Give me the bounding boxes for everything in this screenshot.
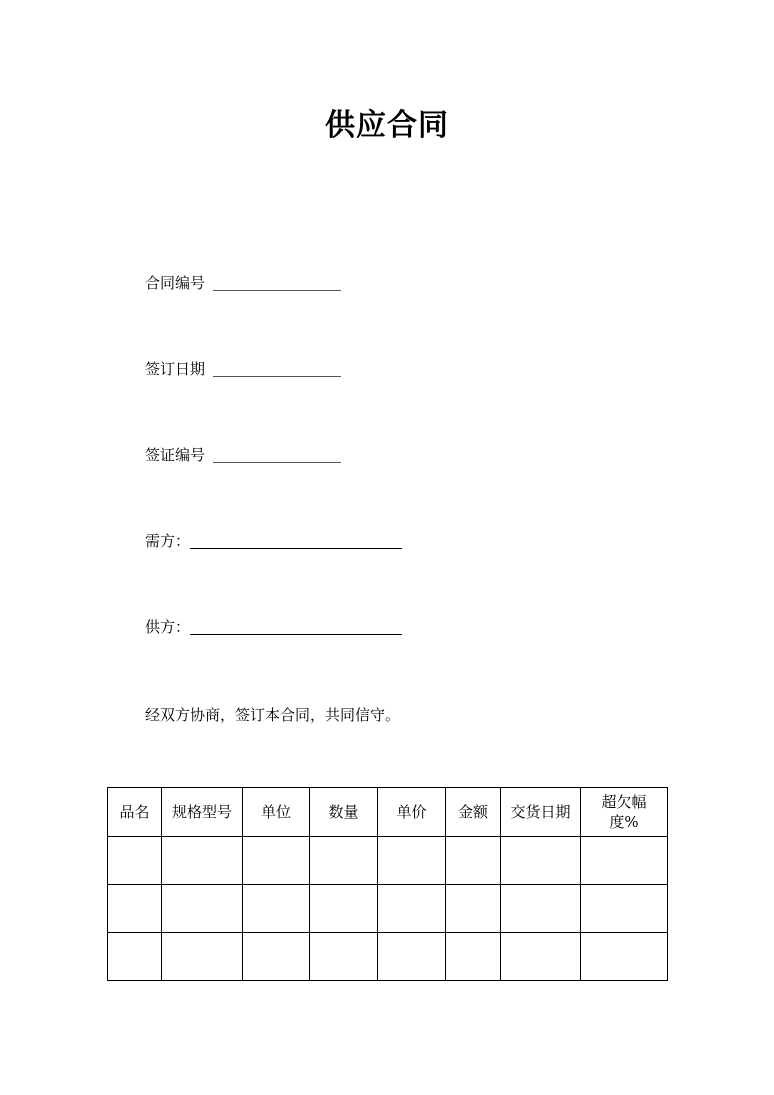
table-cell[interactable]: [501, 837, 581, 885]
supplier-blank[interactable]: [190, 634, 402, 635]
table-cell[interactable]: [581, 837, 668, 885]
document-title: 供应合同: [325, 108, 449, 143]
table-row: [108, 933, 668, 981]
supplier-label: 供方：: [145, 618, 191, 636]
header-product-name: 品名: [108, 788, 162, 837]
contract-number-field: [145, 272, 205, 294]
table-cell[interactable]: [108, 933, 162, 981]
table-cell[interactable]: [243, 885, 310, 933]
table-cell[interactable]: [378, 837, 446, 885]
supplier-field: [145, 616, 190, 638]
table-row: [108, 885, 668, 933]
table-cell[interactable]: [162, 933, 243, 981]
table-cell[interactable]: [581, 933, 668, 981]
table-cell[interactable]: [501, 933, 581, 981]
table-cell[interactable]: [108, 837, 162, 885]
header-unit-price: 单价: [378, 788, 446, 837]
contract-number-blank[interactable]: [213, 290, 341, 291]
table-cell[interactable]: [162, 885, 243, 933]
table-cell[interactable]: [310, 885, 378, 933]
table-cell[interactable]: [446, 837, 501, 885]
header-quantity: 数量: [310, 788, 378, 837]
header-unit: 单位: [243, 788, 310, 837]
header-tolerance: [581, 788, 668, 837]
table-cell[interactable]: [378, 885, 446, 933]
visa-number-field: [145, 444, 205, 466]
header-delivery-date: 交货日期: [501, 788, 581, 837]
header-amount: 金额: [446, 788, 501, 837]
table-header-row: [108, 788, 668, 837]
signing-date-blank[interactable]: [213, 376, 341, 377]
visa-number-label: 签证编号: [145, 446, 206, 464]
goods-table: [107, 787, 668, 981]
table-cell[interactable]: [310, 933, 378, 981]
table-cell[interactable]: [581, 885, 668, 933]
table-cell[interactable]: [162, 837, 243, 885]
header-tolerance-text: 超欠幅度%: [601, 793, 647, 831]
table-cell[interactable]: [108, 885, 162, 933]
buyer-label: 需方：: [145, 532, 191, 550]
agreement-sentence: 经双方协商，签订本合同，共同信守。: [145, 706, 401, 724]
signing-date-label: 签订日期: [145, 360, 206, 378]
header-specification: 规格型号: [162, 788, 243, 837]
table-cell[interactable]: [501, 885, 581, 933]
table-cell[interactable]: [446, 885, 501, 933]
table-cell[interactable]: [243, 837, 310, 885]
buyer-field: [145, 530, 190, 552]
table-cell[interactable]: [446, 933, 501, 981]
signing-date-field: [145, 358, 205, 380]
table-cell[interactable]: [243, 933, 310, 981]
table-cell[interactable]: [310, 837, 378, 885]
table-row: [108, 837, 668, 885]
table-cell[interactable]: [378, 933, 446, 981]
contract-number-label: 合同编号: [145, 274, 206, 292]
buyer-blank[interactable]: [190, 548, 402, 549]
visa-number-blank[interactable]: [213, 462, 341, 463]
